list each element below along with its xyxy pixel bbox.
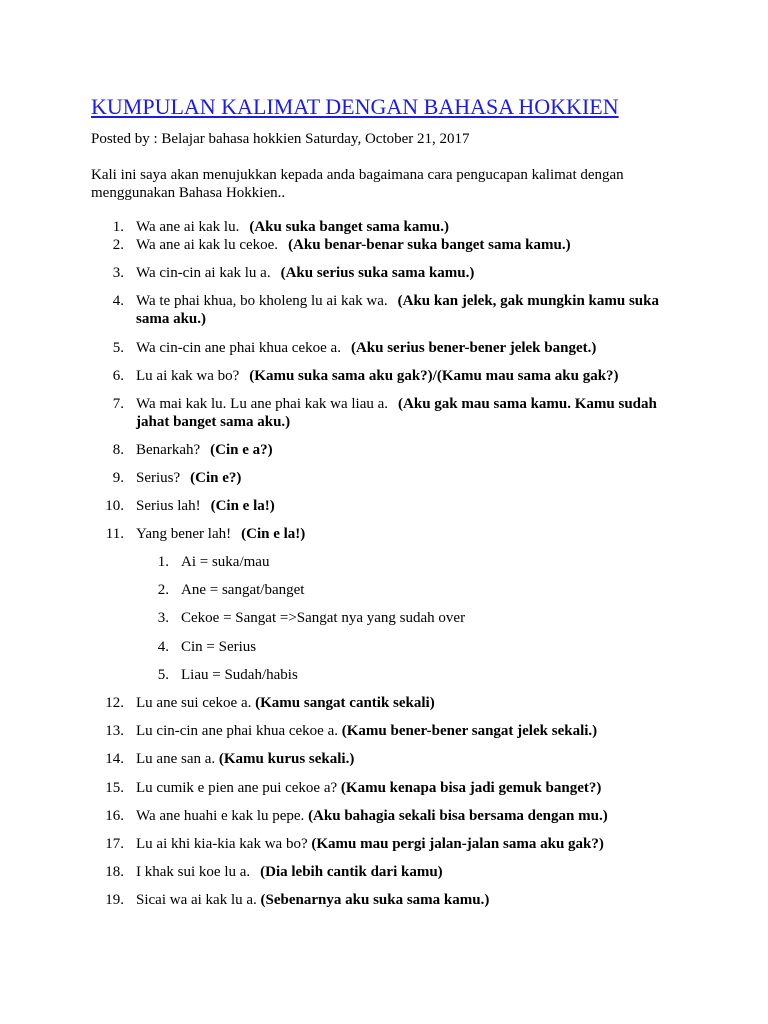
translation: (Kamu kurus sekali.) (218, 751, 355, 767)
hokkien-phrase: Lu ane sui cekoe a. (136, 695, 252, 711)
list-number: 7. (112, 396, 124, 412)
hokkien-phrase: Wa te phai khua, bo kholeng lu ai kak wa. (136, 293, 388, 309)
list-number: 6. (112, 368, 124, 384)
translation: (Aku serius bener-bener jelek banget.) (350, 340, 597, 356)
list-number: 11. (105, 526, 124, 542)
list-number: 10. (105, 498, 124, 514)
hokkien-phrase: Serius lah! (136, 498, 201, 514)
translation: (Aku serius suka sama kamu.) (280, 265, 475, 281)
list-number: 17. (105, 836, 124, 852)
vocabulary-definition: Ai = suka/mau (181, 554, 270, 570)
vocabulary-definition: Cin = Serius (181, 639, 257, 655)
list-number: 3. (112, 265, 124, 281)
hokkien-phrase: Wa mai kak lu. Lu ane phai kak wa liau a. (136, 396, 389, 412)
list-number: 1. (112, 219, 124, 235)
sub-list-number: 3. (157, 610, 169, 626)
hokkien-phrase: Sicai wa ai kak lu a. (136, 892, 257, 908)
list-number: 15. (105, 780, 124, 796)
translation: (Aku kan jelek, gak mungkin kamu suka sama aku.) (136, 293, 659, 327)
translation: (Cin e?) (190, 470, 242, 486)
hokkien-phrase: Wa ane huahi e kak lu pepe. (136, 808, 305, 824)
list-number: 9. (112, 470, 124, 486)
vocabulary-definition: Liau = Sudah/habis (181, 667, 298, 683)
translation: (Aku suka banget sama kamu.) (249, 219, 449, 235)
translation: (Cin e la!) (210, 498, 275, 514)
list-number: 12. (105, 695, 124, 711)
hokkien-phrase: Wa cin-cin ai kak lu a. (136, 265, 271, 281)
sub-list-number: 4. (157, 639, 169, 655)
hokkien-phrase: I khak sui koe lu a. (136, 864, 251, 880)
list-number: 18. (105, 864, 124, 880)
list-number: 13. (105, 723, 124, 739)
intro-paragraph: Kali ini saya akan menujukkan kepada anda bagaimana cara pengucapan kalimat dengan menggunakan Bahasa Hokkien.. (91, 167, 624, 201)
translation: (Kamu kenapa bisa jadi gemuk banget?) (340, 780, 602, 796)
hokkien-phrase: Lu ane san a. (136, 751, 216, 767)
translation: (Cin e la!) (241, 526, 306, 542)
list-number: 5. (112, 340, 124, 356)
list-number: 16. (105, 808, 124, 824)
sub-list-number: 2. (157, 582, 169, 598)
translation: (Aku benar-benar suka banget sama kamu.) (288, 237, 571, 253)
hokkien-phrase: Lu cin-cin ane phai khua cekoe a. (136, 723, 338, 739)
translation: (Kamu bener-bener sangat jelek sekali.) (341, 723, 598, 739)
hokkien-phrase: Benarkah? (136, 442, 201, 458)
list-number: 2. (112, 237, 124, 253)
translation: (Kamu mau pergi jalan-jalan sama aku gak?) (311, 836, 604, 852)
hokkien-phrase: Wa ane ai kak lu cekoe. (136, 237, 279, 253)
posted-by-line: Posted by : Belajar bahasa hokkien Saturday, October 21, 2017 (91, 131, 470, 147)
translation: (Kamu sangat cantik sekali) (255, 695, 435, 711)
hokkien-phrase: Wa ane ai kak lu. (136, 219, 240, 235)
hokkien-phrase: Serius? (136, 470, 181, 486)
translation: (Dia lebih cantik dari kamu) (260, 864, 443, 880)
hokkien-phrase: Wa cin-cin ane phai khua cekoe a. (136, 340, 341, 356)
page-title[interactable]: KUMPULAN KALIMAT DENGAN BAHASA HOKKIEN (91, 94, 619, 119)
sub-list-number: 5. (157, 667, 169, 683)
list-number: 4. (112, 293, 124, 309)
vocabulary-definition: Ane = sangat/banget (181, 582, 305, 598)
translation: (Aku bahagia sekali bisa bersama dengan mu.) (308, 808, 608, 824)
list-number: 19. (105, 892, 124, 908)
hokkien-phrase: Lu ai kak wa bo? (136, 368, 240, 384)
translation: (Cin e a?) (210, 442, 273, 458)
vocabulary-definition: Cekoe = Sangat =>Sangat nya yang sudah over (181, 610, 466, 626)
hokkien-phrase: Yang bener lah! (136, 526, 232, 542)
list-number: 8. (112, 442, 124, 458)
list-number: 14. (105, 751, 124, 767)
translation: (Sebenarnya aku suka sama kamu.) (260, 892, 490, 908)
hokkien-phrase: Lu ai khi kia-kia kak wa bo? (136, 836, 308, 852)
translation: (Aku gak mau sama kamu. Kamu sudah jahat banget sama aku.) (136, 396, 657, 430)
translation: (Kamu suka sama aku gak?)/(Kamu mau sama aku gak?) (249, 368, 619, 384)
sub-list-number: 1. (157, 554, 169, 570)
hokkien-phrase: Lu cumik e pien ane pui cekoe a? (136, 780, 338, 796)
